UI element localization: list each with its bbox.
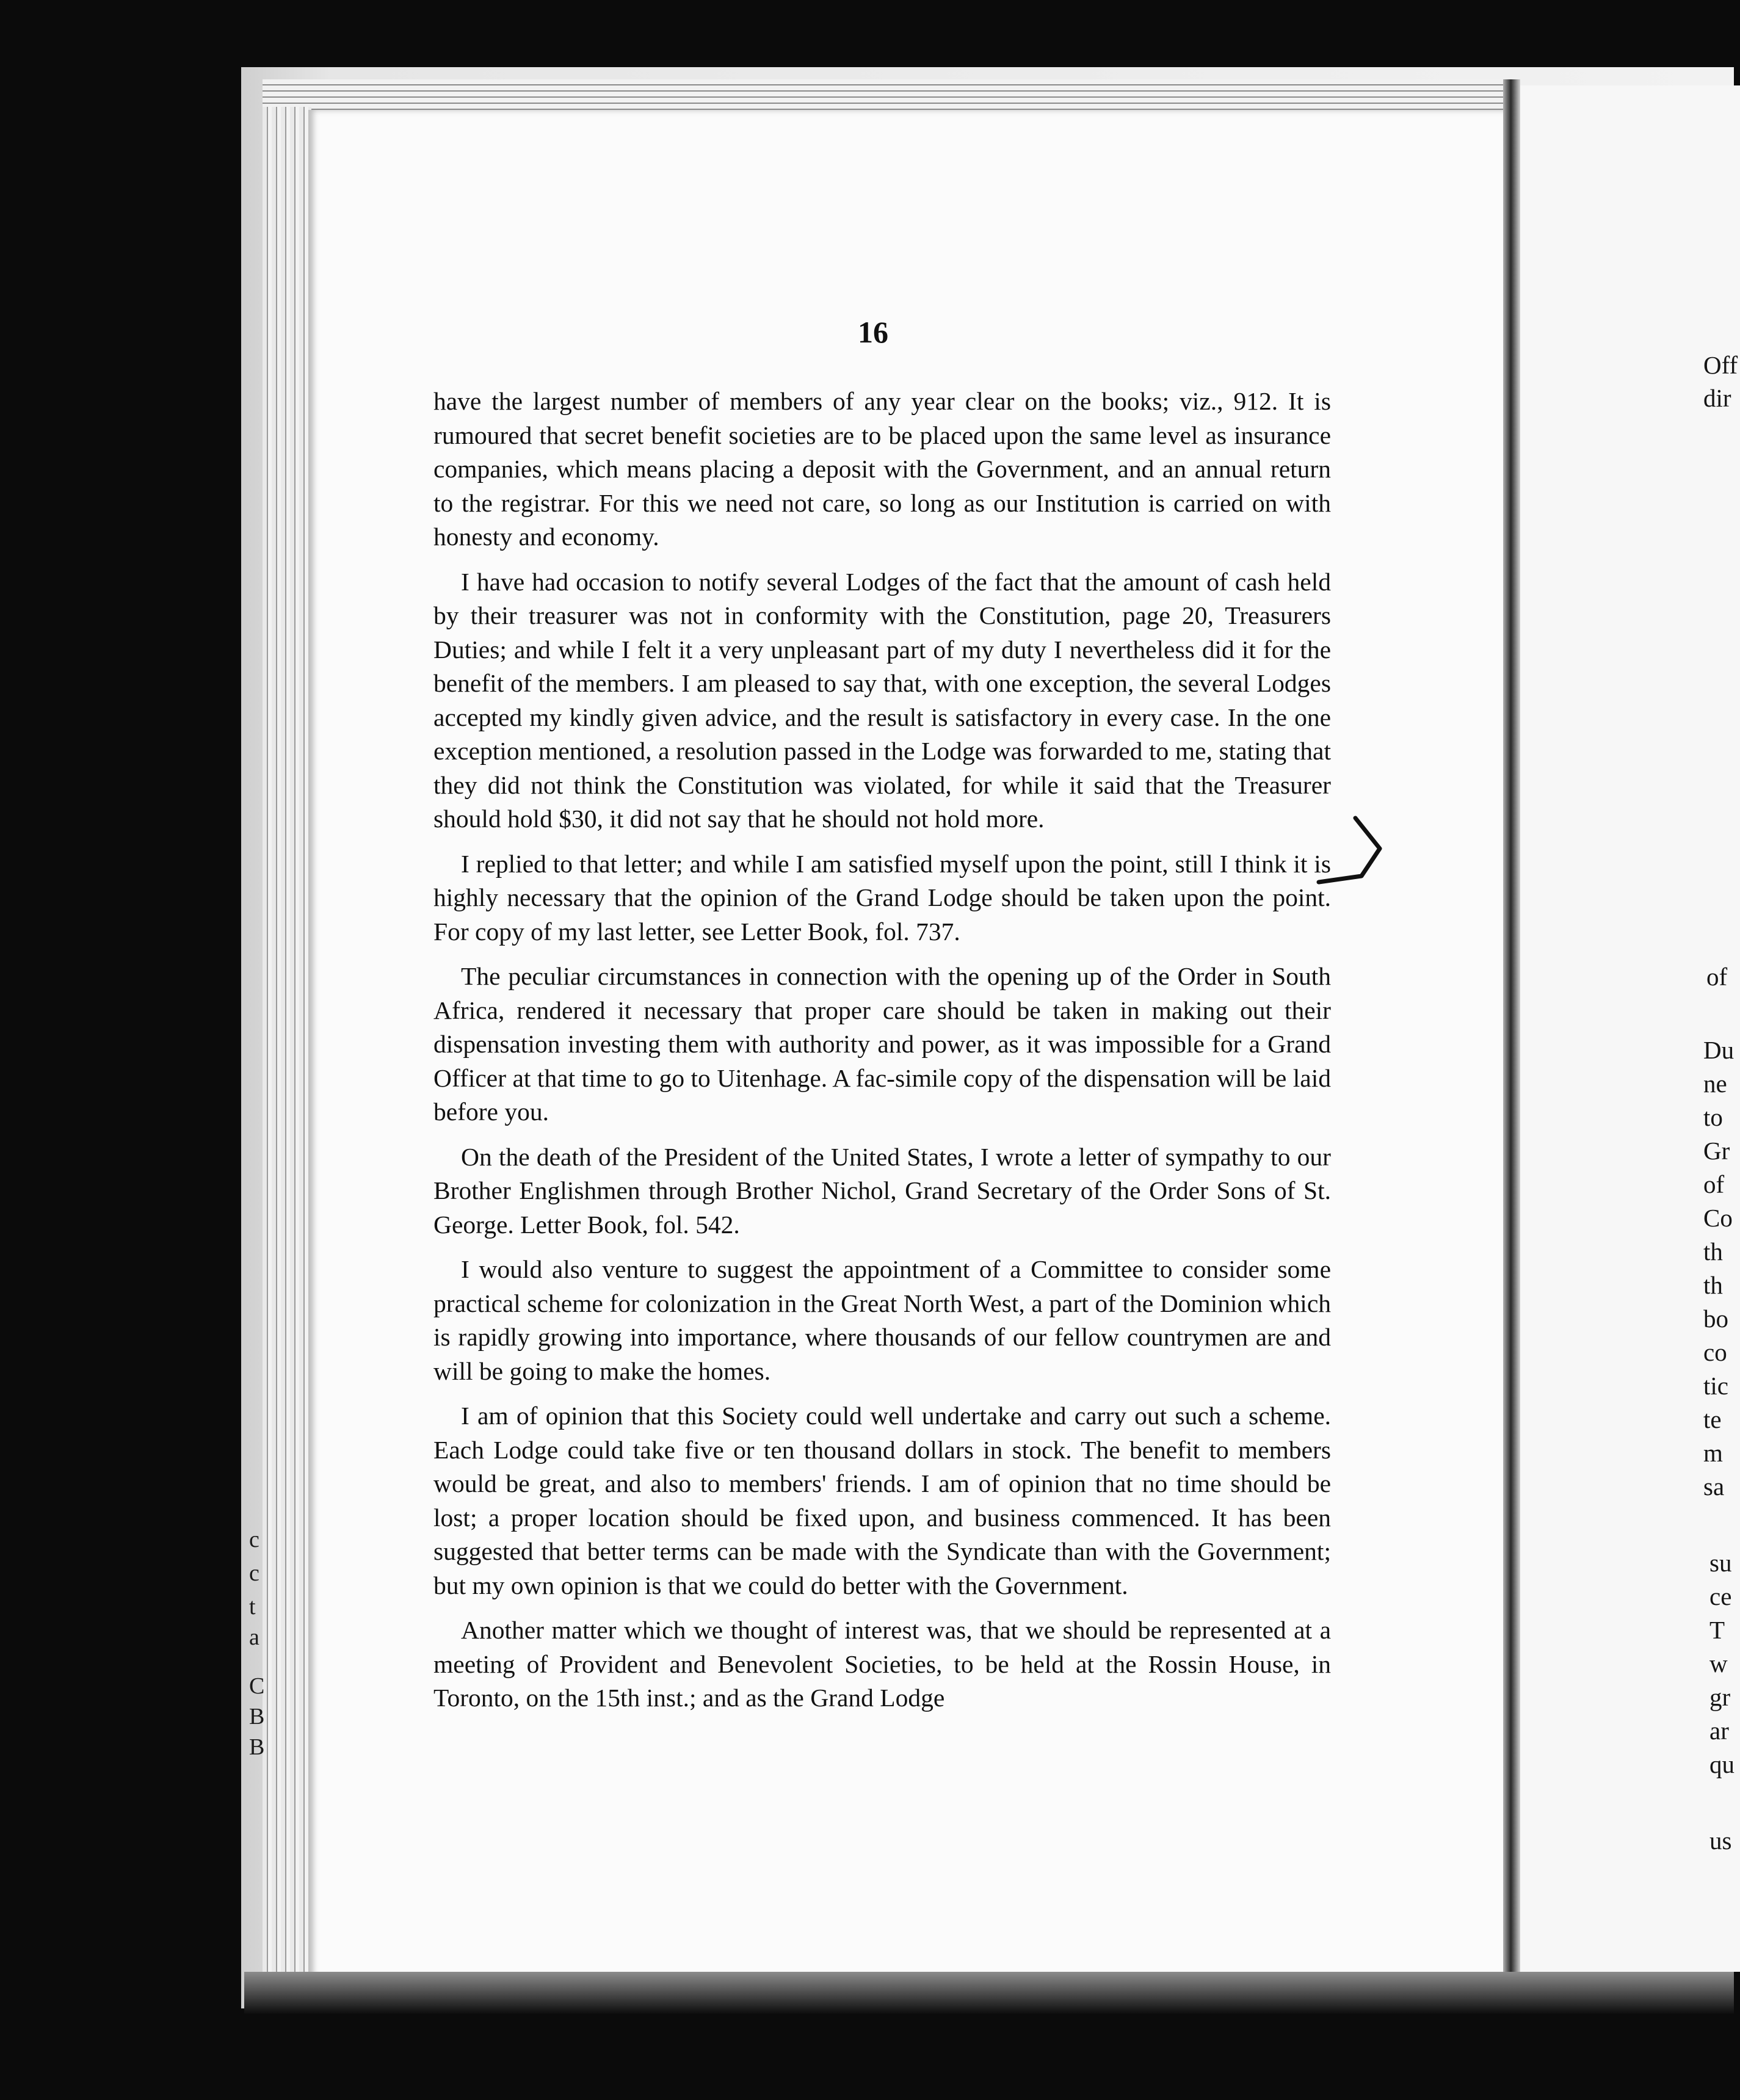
body-text [433, 385, 1331, 1726]
facing-page-fragment: co [1703, 1338, 1727, 1366]
bottom-shadow [244, 1972, 1734, 2015]
paragraph: I replied to that letter; and while I am satisfied myself upon the point, still I think it is highly necessary that the opinion of the Grand Lodge should be taken upon the point. For copy of my last letter, see Letter Book, fol. 737. [433, 849, 1331, 946]
left-edge-fragment: t [249, 1594, 256, 1620]
facing-page-fragment: su [1709, 1549, 1732, 1577]
paragraph: I would also venture to suggest the appointment of a Committee to consider some practical scheme for colonization in the Great North West, a part of the Dominion which is rapidly growing into importance, where thousands of our fellow countrymen are and will be going to make the homes. [433, 1255, 1331, 1385]
facing-page-fragment: sa [1703, 1472, 1725, 1501]
left-edge-fragment: a [249, 1624, 259, 1650]
paragraph: I have had occasion to notify several Lodges of the fact that the amount of cash held by their treasurer was not in conformity with the Constitution, page 20, Treasurers Duties; and while I felt it a very unpleasant part of my duty I nevertheless did it for the benefit of the members. I am pleased to say that, with one exception, the several Lodges accepted my kindly given advice, and the result is satisfactory in every case. In the one exception mentioned, a resolution passed in the Lodge was forwarded to me, stating that they did not think the Constitution was violated, for while it said that the Treasurer should hold $30, it did not say that he should not hold more. [433, 567, 1331, 833]
book-gutter [1503, 79, 1520, 1972]
facing-page-fragment: ne [1703, 1070, 1727, 1098]
facing-page-fragment: Off [1703, 351, 1738, 379]
facing-page-fragment: w [1709, 1649, 1728, 1678]
facing-page-fragment: qu [1709, 1750, 1735, 1778]
facing-page-fragment: Co [1703, 1204, 1733, 1232]
facing-page-fragment: T [1709, 1616, 1725, 1644]
facing-page-fragment: tic [1703, 1372, 1728, 1400]
page-stack-left [263, 107, 311, 1975]
left-edge-fragment: c [249, 1560, 259, 1586]
facing-page-fragment: us [1709, 1827, 1732, 1855]
paragraph: Another matter which we thought of interest was, that we should be represented at a meeting of Provident and Benevolent Societies, to be held at the Rossin House, in Toronto, on the 15th inst.; and as the Grand Lodge [433, 1616, 1331, 1712]
facing-page-fragment: m [1703, 1439, 1723, 1467]
facing-page-fragment: gr [1709, 1683, 1731, 1711]
facing-page-fragment: Gr [1703, 1137, 1730, 1165]
facing-page-fragment: ar [1709, 1717, 1729, 1745]
paragraph: I am of opinion that this Society could well undertake and carry out such a scheme. Each Lodge could take five or ten thousand dollars in stock. The benefit to members would be great, and also to members' friends. I am of opinion that no time should be lost; a proper location should be fixed upon, and business commenced. It has been suggested that better terms can be made with the Syndicate than with the Government; but my own opinion is that we could do better with the Government. [433, 1402, 1331, 1599]
left-edge-fragment: C [249, 1673, 265, 1699]
page-number: 16 [858, 315, 888, 349]
handwritten-bracket-mark [1313, 812, 1398, 897]
facing-page-fragment: th [1703, 1271, 1723, 1299]
facing-page-fragment: to [1703, 1103, 1723, 1131]
facing-page-fragment: Du [1703, 1036, 1735, 1064]
left-edge-fragment: B [249, 1734, 265, 1760]
paragraph: The peculiar circumstances in connection with the opening up of the Order in South Africa, rendered it necessary that proper care should be taken in making out their dispensation investing them with authority and power, as it was impossible for a Grand Officer at that time to go to Uitenhage. A fac-simile copy of the dispensation will be laid before you. [433, 962, 1331, 1126]
paragraph: have the largest number of members of any year clear on the books; viz., 912. It is rumoured that secret benefit societies are to be placed upon the same level as insurance companies, which means placing a deposit with the Government, and an annual return to the registrar. For this we need not care, so long as our Institution is carried on with honesty and economy. [433, 387, 1331, 551]
left-edge-fragment: c [249, 1527, 259, 1552]
facing-page-fragment: th [1703, 1237, 1723, 1265]
facing-page-fragment: te [1703, 1405, 1722, 1433]
left-edge-fragment: B [249, 1704, 265, 1729]
facing-page-fragment: of [1706, 963, 1728, 991]
facing-page-fragment: dir [1703, 384, 1731, 412]
paragraph: On the death of the President of the United States, I wrote a letter of sympathy to our Brother Englishmen through Brother Nichol, Grand Secretary of the Order Sons of St. George. Letter Book, fol. 542. [433, 1142, 1331, 1239]
facing-page-fragment: of [1703, 1170, 1725, 1198]
facing-page-fragment: ce [1709, 1582, 1732, 1610]
facing-page-fragment: bo [1703, 1305, 1728, 1333]
